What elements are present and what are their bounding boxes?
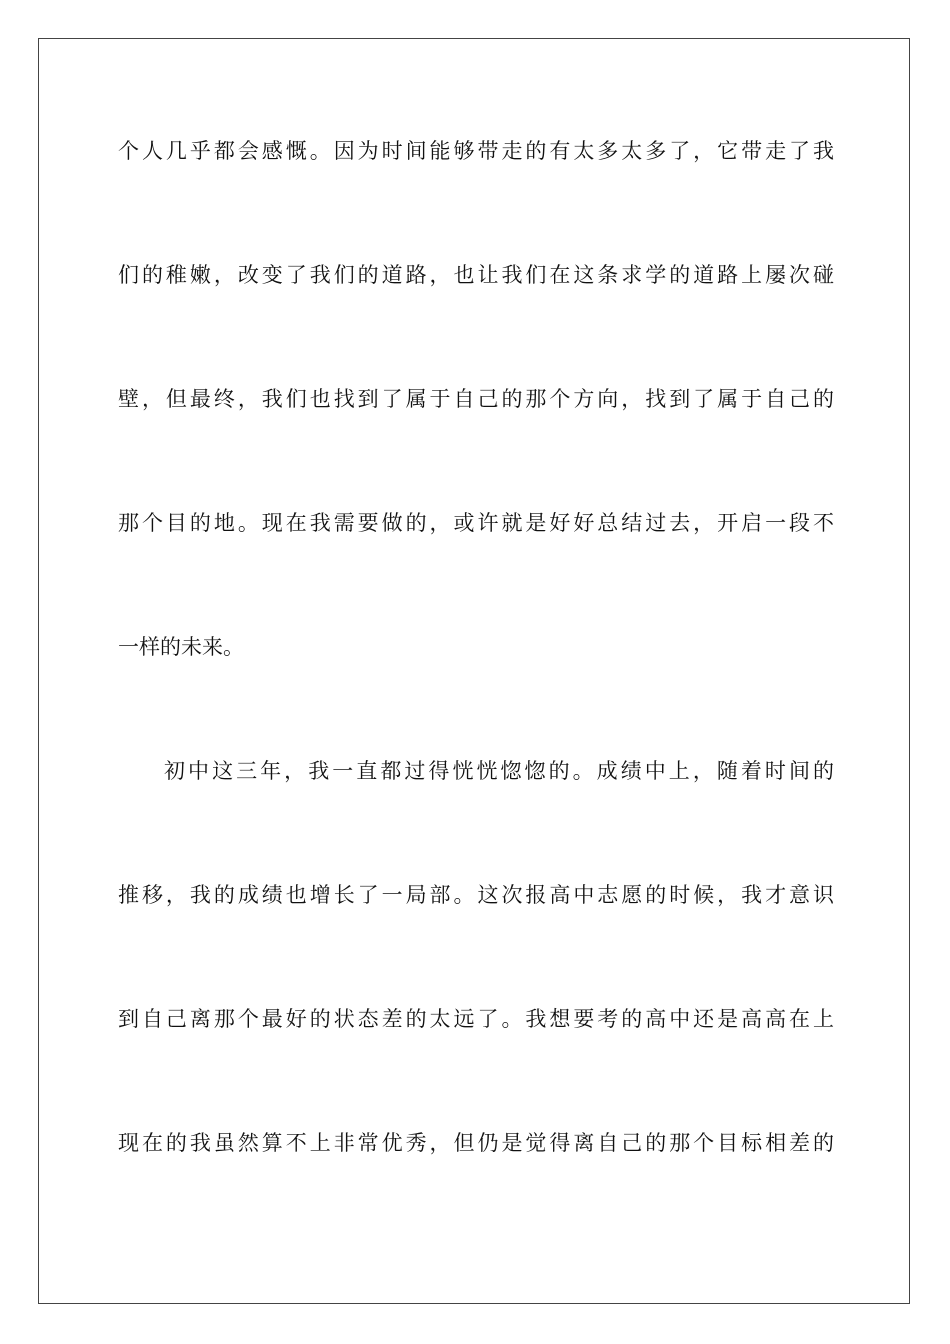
paragraph-line: 们的稚嫩，改变了我们的道路，也让我们在这条求学的道路上屡次碰 xyxy=(118,263,834,287)
page-frame xyxy=(38,38,910,1304)
paragraph-line: 壁，但最终，我们也找到了属于自己的那个方向，找到了属于自己的 xyxy=(118,387,834,411)
paragraph-line: 推移，我的成绩也增长了一局部。这次报高中志愿的时候，我才意识 xyxy=(118,883,834,907)
paragraph-line: 一样的未来。 xyxy=(118,635,244,659)
paragraph-line: 个人几乎都会感慨。因为时间能够带走的有太多太多了，它带走了我 xyxy=(118,139,834,163)
paragraph-line: 现在的我虽然算不上非常优秀，但仍是觉得离自己的那个目标相差的 xyxy=(118,1131,834,1155)
paragraph-line: 那个目的地。现在我需要做的，或许就是好好总结过去，开启一段不 xyxy=(118,511,834,535)
paragraph-line: 到自己离那个最好的状态差的太远了。我想要考的高中还是高高在上 xyxy=(118,1007,834,1031)
paragraph-line: 初中这三年，我一直都过得恍恍惚惚的。成绩中上，随着时间的 xyxy=(164,759,834,783)
